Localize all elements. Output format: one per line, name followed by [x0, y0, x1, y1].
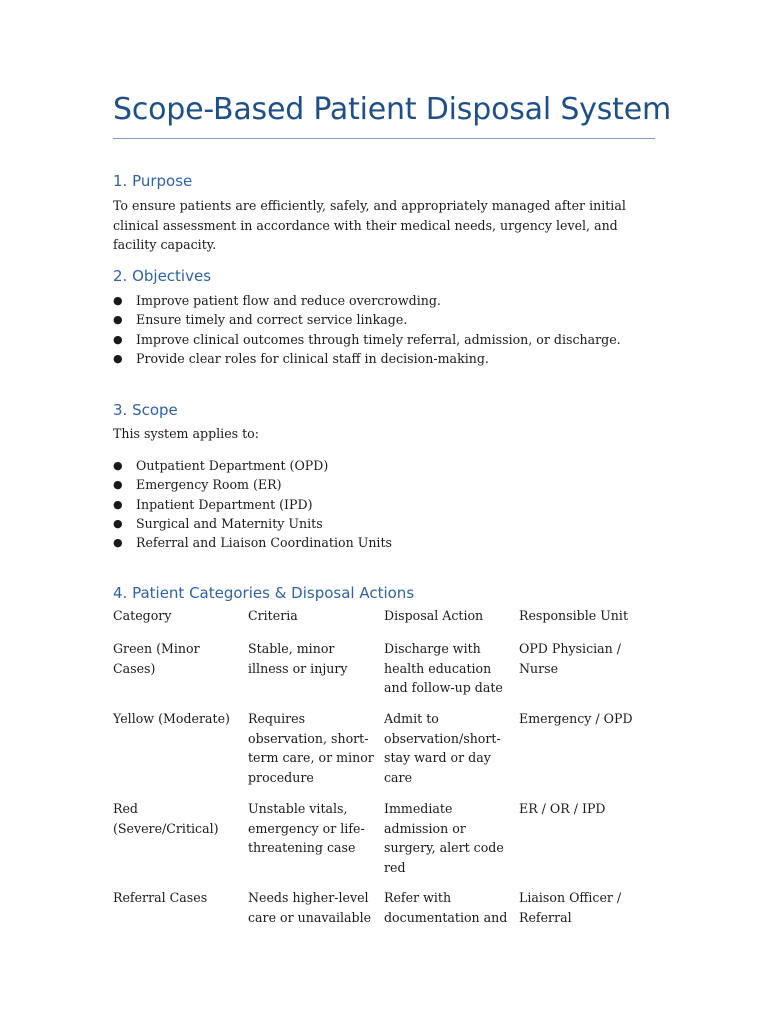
responsible-unit-cell: OPD Physician / Nurse [519, 641, 622, 676]
scope-item-text: Surgical and Maternity Units [136, 515, 323, 531]
bullet-icon: ● [113, 478, 123, 492]
purpose-text: To ensure patients are efficiently, safely, and appropriately managed after initial clinical assessment in accordance with their medical needs, urgency level, and facility capacity. [113, 198, 626, 252]
bullet-icon: ● [113, 516, 123, 530]
title-underline [113, 138, 655, 139]
scope-item-text: Inpatient Department (IPD) [136, 496, 313, 512]
objectives-heading: 2. Objectives [113, 267, 212, 285]
category-cell: Red (Severe/Critical) [113, 801, 219, 836]
responsible-unit-cell: Liaison Officer / Referral [519, 890, 622, 925]
document-title: Scope-Based Patient Disposal System [113, 92, 671, 127]
category-cell: Referral Cases [113, 890, 208, 905]
scope-heading: 3. Scope [113, 401, 178, 419]
list-item [113, 475, 392, 494]
objective-text: Improve clinical outcomes through timely referral, admission, or discharge. [136, 331, 621, 347]
column-header-category: Category [113, 608, 172, 623]
list-item [113, 514, 392, 533]
criteria-cell: Stable, minor illness or injury [248, 641, 348, 676]
bullet-icon: ● [113, 332, 123, 346]
category-cell: Green (Minor Cases) [113, 641, 200, 676]
purpose-heading: 1. Purpose [113, 172, 193, 190]
list-item [113, 533, 392, 552]
scope-list [113, 456, 392, 552]
bullet-icon: ● [113, 459, 123, 472]
disposal-action-cell: Discharge with health education and follow-up date [384, 641, 503, 695]
category-cell: Yellow (Moderate) [113, 711, 230, 726]
disposal-action-cell: Admit to observation/short-stay ward or day care [384, 711, 501, 785]
list-item [113, 291, 621, 310]
list-item [113, 310, 621, 329]
column-header-responsible-unit: Responsible Unit [519, 608, 629, 623]
bullet-icon: ● [113, 536, 123, 550]
bullet-icon: ● [113, 313, 123, 327]
responsible-unit-cell: ER / OR / IPD [519, 801, 606, 816]
objectives-list [113, 291, 621, 368]
objective-text: Provide clear roles for clinical staff in decision-making. [136, 350, 489, 366]
criteria-cell: Unstable vitals, emergency or life-threatening case [248, 801, 365, 855]
list-item [113, 349, 621, 368]
objective-text: Improve patient flow and reduce overcrowding. [136, 293, 441, 308]
scope-item-text: Referral and Liaison Coordination Units [136, 535, 392, 551]
criteria-cell: Requires observation, short-term care, or minor procedure [248, 711, 374, 785]
bullet-icon: ● [113, 497, 123, 511]
criteria-cell: Needs higher-level care or unavailable [248, 890, 372, 925]
responsible-unit-cell: Emergency / OPD [519, 711, 633, 726]
scope-item-text: Emergency Room (ER) [136, 477, 282, 493]
disposal-action-cell: Refer with documentation and [384, 890, 508, 925]
list-item [113, 495, 392, 514]
categories-heading: 4. Patient Categories & Disposal Actions [113, 584, 415, 602]
objective-text: Ensure timely and correct service linkage. [136, 312, 408, 328]
column-header-criteria: Criteria [248, 608, 298, 623]
scope-item-text: Outpatient Department (OPD) [136, 458, 329, 473]
list-item [113, 456, 392, 475]
bullet-icon: ● [113, 294, 123, 307]
scope-intro: This system applies to: [113, 426, 259, 441]
bullet-icon: ● [113, 351, 123, 365]
column-header-disposal-action: Disposal Action [384, 608, 484, 623]
disposal-action-cell: Immediate admission or surgery, alert code red [384, 801, 504, 875]
list-item [113, 330, 621, 349]
